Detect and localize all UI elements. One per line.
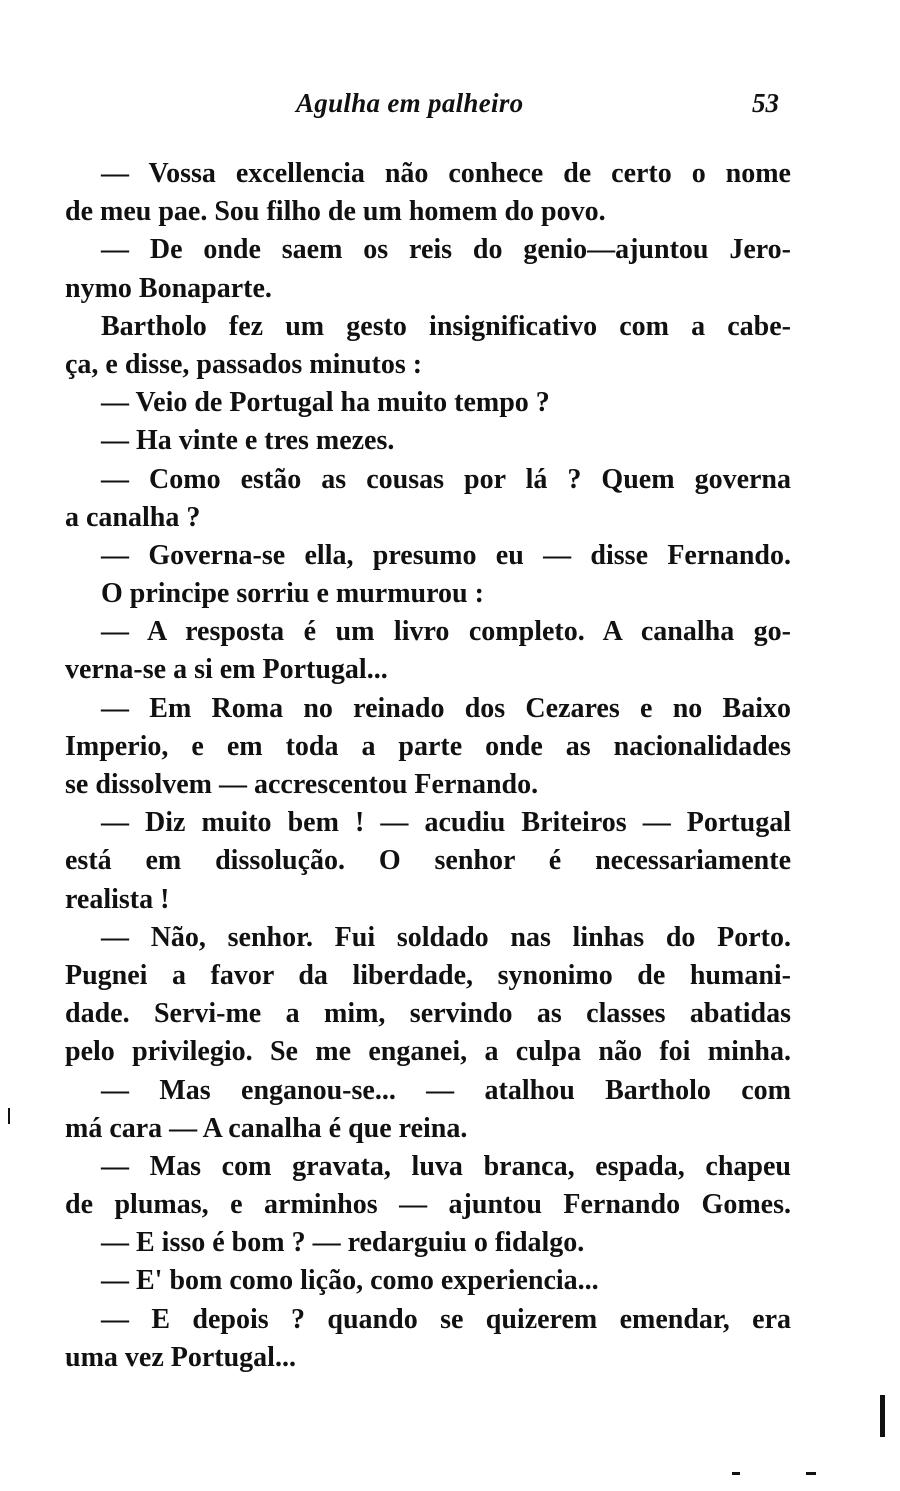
text-line: pelo privilegio. Se me enganei, a culpa não foi minha. [65,1036,791,1068]
text-line: de meu pae. Sou filho de um homem do povo. [65,196,606,228]
running-title: Agulha em palheiro [296,88,524,118]
text-line: de plumas, e arminhos — ajuntou Fernando Gomes. [65,1189,791,1221]
scan-speck [806,1472,816,1475]
scan-speck [880,1395,885,1437]
text-line: O principe sorriu e murmurou : [101,578,484,610]
text-line: a canalha ? [65,501,201,533]
text-line: — Como estão as cousas por lá ? Quem governa [101,463,791,495]
text-line: — Governa-se ella, presumo eu — disse Fernando. [101,539,791,571]
text-line: — E isso é bom ? — redarguiu o fidalgo. [101,1227,585,1259]
text-line: Imperio, e em toda a parte onde as nacionalidades [65,730,791,762]
body-text [65,155,791,1377]
text-line: má cara — A canalha é que reina. [65,1112,468,1144]
text-line: — A resposta é um livro completo. A canalha go- [101,616,791,648]
text-line: dade. Servi-me a mim, servindo as classes abatidas [65,998,791,1030]
text-line: — Não, senhor. Fui soldado nas linhas do Porto. [101,921,791,953]
page-number: 53 [752,88,779,118]
text-line: — E' bom como lição, como experiencia... [101,1265,599,1297]
text-line: se dissolvem — accrescentou Fernando. [65,769,539,800]
text-line: — Veio de Portugal ha muito tempo ? [101,387,550,419]
scan-speck [8,1108,10,1124]
scan-speck [732,1472,740,1475]
page-header [0,88,900,124]
text-line: — Vossa excellencia não conhece de certo o nome [101,158,791,189]
text-line: realista ! [65,883,170,915]
text-line: nymo Bonaparte. [65,272,272,304]
text-line: — Em Roma no reinado dos Cezares e no Baixo [101,692,791,724]
text-line: ça, e disse, passados minutos : [65,348,423,380]
text-line: — Mas com gravata, luva branca, espada, chapeu [101,1150,791,1182]
text-line: — E depois ? quando se quizerem emendar, era [101,1303,791,1335]
text-line: verna-se a si em Portugal... [65,654,388,686]
text-line: uma vez Portugal... [65,1341,296,1373]
text-line: Bartholo fez um gesto insignificativo com a cabe- [101,310,791,342]
text-line: — De onde saem os reis do genio—ajuntou Jero- [101,234,791,266]
text-line: Pugnei a favor da liberdade, synonimo de humani- [65,959,791,991]
text-line: está em dissolução. O senhor é necessariamente [65,845,791,877]
text-line: — Mas enganou-se... — atalhou Bartholo com [101,1074,791,1106]
text-line: — Diz muito bem ! — acudiu Briteiros — Portugal [101,807,791,839]
text-line: — Ha vinte e tres mezes. [101,425,395,457]
